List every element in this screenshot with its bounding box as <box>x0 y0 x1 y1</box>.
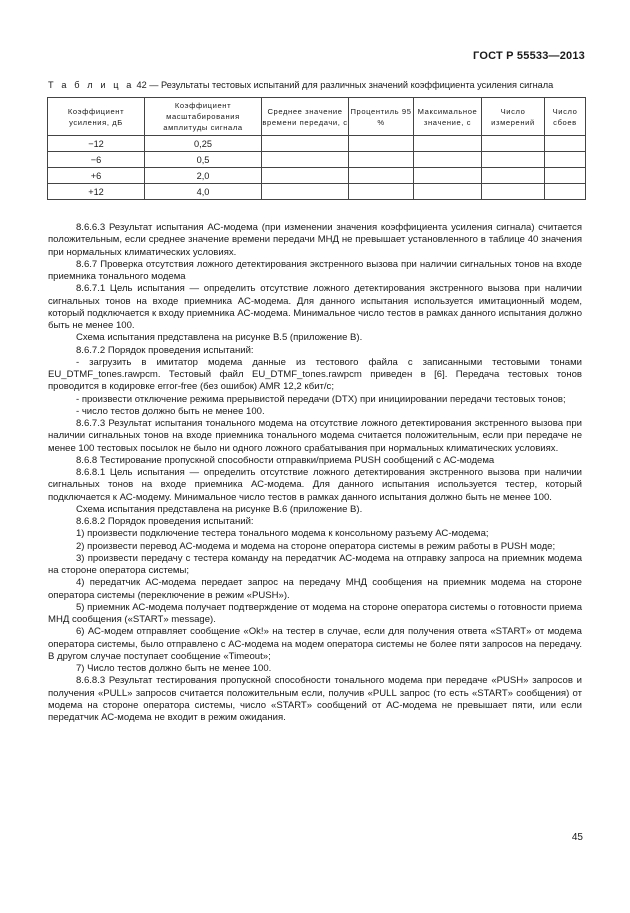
table-cell: +6 <box>48 168 145 184</box>
table-row <box>48 168 586 184</box>
table-cell <box>262 168 349 184</box>
list-item: 3) произвести передачу с тестера команду на передатчик АС-модема на отправку запроса на приемник модема на стороне оператора системы; <box>48 552 582 576</box>
table-cell <box>349 184 414 200</box>
table-header-row <box>48 98 586 136</box>
table-cell <box>262 152 349 168</box>
table-cell <box>482 184 545 200</box>
table-cell <box>482 152 545 168</box>
header-scale: Коэффициент масштабирования амплитуды сигнала <box>145 98 262 136</box>
table-cell: 0,5 <box>145 152 262 168</box>
table-cell <box>262 184 349 200</box>
paragraph: 8.6.6.3 Результат испытания АС-модема (при изменении значения коэффициента усиления сигнала) считается положительным, если среднее значение времени передачи МНД не превышает установленного в таблице 40 значения при нормальных климатических условиях. <box>48 222 582 258</box>
paragraph: 8.6.8.1 Цель испытания — определить отсутствие ложного детектирования экстренного вызова при наличии сигнальных тонов на входе приемника АС-модема. Для данного испытания используется тестер, который подключается к АС-модему. Минимальное число тестов в рамках данного испытания должно быть не менее 100. <box>48 467 582 503</box>
table-cell <box>545 152 586 168</box>
table-row <box>48 152 586 168</box>
list-item: - произвести отключение режима прерывистой передачи (DTX) при инициировании передачи тестовых тонов; <box>76 393 566 405</box>
table-cell <box>349 152 414 168</box>
table-cell <box>545 136 586 152</box>
paragraph: 8.6.7.3 Результат испытания тонального модема на отсутствие ложного детектирования экстренного вызова при наличии сигнальных тонов на входе приемника тонального модема считается положительным, если при передаче не менее 100 тестовых посылок не было ни одного ложного срабатывания при нормальных климатических условиях. <box>48 418 582 454</box>
table-cell: 4,0 <box>145 184 262 200</box>
table-row <box>48 184 586 200</box>
table-cell: −6 <box>48 152 145 168</box>
list-item: 7) Число тестов должно быть не менее 100. <box>76 663 272 674</box>
table-cell: −12 <box>48 136 145 152</box>
table-cell <box>414 168 482 184</box>
header-mean-time: Среднее значение времени передачи, с <box>262 98 349 136</box>
body-text <box>48 222 582 724</box>
table-cell <box>482 168 545 184</box>
list-item: 5) приемник АС-модема получает подтверждение от модема на стороне оператора системы о готовности приема МНД сообщения («START» message). <box>48 601 582 625</box>
list-item: 6) АС-модем отправляет сообщение «Ok!» на тестер в случае, если для получения ответа «START» от модема оператора системы, было отправлено с АС-модема на модем оператора системы не более пяти запросов на передачу. В другом случае поступает сообщение «Timeout»; <box>48 626 582 662</box>
table-caption-label: Т а б л и ц а <box>48 80 134 90</box>
list-item: - загрузить в имитатор модема данные из тестового файла с записанными тестовыми тонами EU_DTMF_tones.rawpcm. Тестовый файл EU_DTMF_tones.rawpcm приведен в [6]. Передача тестовых тонов проводится в кодировке error-free (без ошибок) AMR 12,2 кбит/с; <box>48 356 582 393</box>
table-cell <box>414 152 482 168</box>
list-item: - число тестов должно быть не менее 100. <box>76 405 265 417</box>
paragraph: Схема испытания представлена на рисунке В.5 (приложение В). <box>76 332 363 344</box>
paragraph: 8.6.7.1 Цель испытания — определить отсутствие ложного детектирования экстренного вызова при наличии сигнальных тонов на входе приемника АС-модема. Для данного испытания используется имитационный модем, который подключается к входу приемника АС-модема. Минимальное число тестов в рамках данного испытания должно быть не менее 100. <box>48 283 582 331</box>
table-cell <box>262 136 349 152</box>
table-cell: 0,25 <box>145 136 262 152</box>
section-heading: 8.6.8 Тестирование пропускной способности отправки/приема PUSH сообщений с АС-модема <box>76 454 495 466</box>
table-cell <box>414 184 482 200</box>
table-caption <box>48 80 588 90</box>
table-cell <box>545 168 586 184</box>
table-cell <box>349 168 414 184</box>
page-number: 45 <box>571 832 583 843</box>
header-failures: Число сбоев <box>545 98 586 136</box>
header-measurements: Число измерений <box>482 98 545 136</box>
table-cell: +12 <box>48 184 145 200</box>
results-table <box>47 97 586 200</box>
header-percentile: Процентиль 95 % <box>349 98 414 136</box>
paragraph: 8.6.7.2 Порядок проведения испытаний: <box>76 344 254 356</box>
table-cell <box>545 184 586 200</box>
paragraph: Схема испытания представлена на рисунке В.6 (приложение В). <box>76 503 363 515</box>
table-cell <box>349 136 414 152</box>
header-max: Максимальное значение, с <box>414 98 482 136</box>
table-caption-text: 42 — Результаты тестовых испытаний для различных значений коэффициента усиления сигнала <box>133 80 554 90</box>
header-gain: Коэффициент усиления, дБ <box>48 98 145 136</box>
table-row <box>48 136 586 152</box>
list-item: 2) произвести перевод АС-модема и модема на стороне оператора системы в режим работы в PUSH моде; <box>76 540 556 552</box>
paragraph: 8.6.8.3 Результат тестирования пропускной способности тонального модема при передаче «PUSH» запросов и получения «PULL» запросов считается положительным если, получив «PULL запрос (то есть «START» сообщения) от модема на стороне оператора системы, число «START» сообщений от АС-модема не превышает пяти, или если передатчик АС-модема не входит в режим ожидания. <box>48 675 582 723</box>
list-item: 1) произвести подключение тестера тонального модема к консольному разъему АС-модема; <box>76 528 489 540</box>
section-heading: 8.6.7 Проверка отсутствия ложного детектирования экстренного вызова при наличии сигнальных тонов на входе приемника тонального модема <box>48 258 582 282</box>
table-cell <box>482 136 545 152</box>
table-cell: 2,0 <box>145 168 262 184</box>
document-header: ГОСТ Р 55533—2013 <box>473 50 585 62</box>
table-cell <box>414 136 482 152</box>
list-item: 4) передатчик АС-модема передает запрос на передачу МНД сообщения на приемник модема на стороне оператора системы (переключение в режим «PUSH»). <box>48 577 582 601</box>
paragraph: 8.6.8.2 Порядок проведения испытаний: <box>76 516 254 527</box>
